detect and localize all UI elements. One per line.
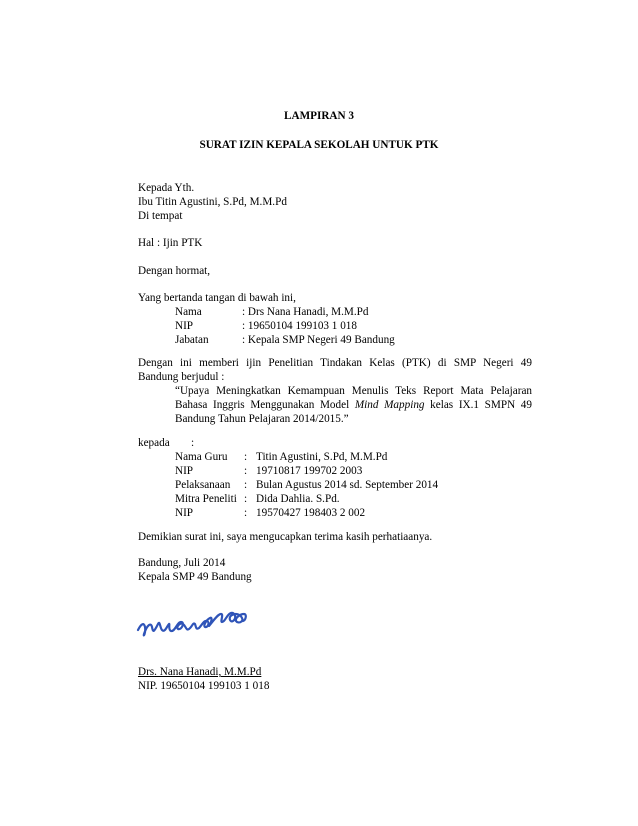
kepada-label: kepada	[138, 437, 170, 449]
document-subtitle: SURAT IZIN KEPALA SEKOLAH UNTUK PTK	[199, 139, 439, 151]
signatory-label-position: Jabatan	[175, 334, 209, 346]
recipient-line-1: Kepada Yth.	[138, 182, 195, 194]
handwritten-signature	[134, 600, 264, 644]
research-title-line-2	[175, 398, 532, 412]
signatory-intro: Yang bertanda tangan di bawah ini,	[138, 292, 296, 304]
kepada-label-partner-nip: NIP	[175, 507, 194, 519]
kepada-label-nip: NIP	[175, 465, 194, 477]
kepada-colon-schedule: :	[244, 479, 248, 491]
kepada-label-schedule: Pelaksanaan	[175, 479, 231, 491]
kepada-colon-partner-nip: :	[244, 507, 248, 519]
signer-nip: NIP. 19650104 199103 1 018	[138, 680, 270, 692]
signatory-value-nip: : 19650104 199103 1 018	[242, 320, 357, 332]
recipient-line-3: Di tempat	[138, 210, 183, 222]
kepada-label-teacher: Nama Guru	[175, 451, 228, 463]
kepada-label-partner: Mitra Peneliti	[175, 493, 237, 505]
body-paragraph-line-1: Dengan ini memberi ijin Penelitian Tindakan Kelas (PTK) di SMP Negeri 49	[138, 357, 532, 369]
research-title-line-1: “Upaya Meningkatkan Kemampuan Menulis Teks Report Mata Pelajaran	[175, 385, 532, 397]
signatory-label-name: Nama	[175, 306, 202, 318]
research-title-line-2b: kelas IX.1 SMPN 49	[424, 399, 532, 411]
signatory-value-name: : Drs Nana Hanadi, M.M.Pd	[242, 306, 369, 318]
kepada-value-partner-nip: 19570427 198403 2 002	[256, 507, 366, 519]
kepada-value-partner: Dida Dahlia. S.Pd.	[256, 493, 340, 505]
kepada-colon: :	[191, 437, 195, 449]
kepada-value-teacher: Titin Agustini, S.Pd, M.M.Pd	[256, 451, 388, 463]
kepada-colon-partner: :	[244, 493, 248, 505]
greeting: Dengan hormat,	[138, 265, 211, 277]
signatory-label-nip: NIP	[175, 320, 194, 332]
recipient-line-2: Ibu Titin Agustini, S.Pd, M.M.Pd	[138, 196, 287, 208]
place-date: Bandung, Juli 2014	[138, 557, 226, 569]
document-title: LAMPIRAN 3	[284, 110, 354, 122]
kepada-colon-teacher: :	[244, 451, 248, 463]
kepada-value-schedule: Bulan Agustus 2014 sd. September 2014	[256, 479, 439, 491]
research-title-line-2a: Bahasa Inggris Menggunakan Model	[175, 399, 355, 411]
subject-line: Hal : Ijin PTK	[138, 237, 203, 249]
kepada-value-nip: 19710817 199702 2003	[256, 465, 363, 477]
signer-position: Kepala SMP 49 Bandung	[138, 571, 252, 583]
kepada-colon-nip: :	[244, 465, 248, 477]
research-title-line-3: Bandung Tahun Pelajaran 2014/2015.”	[175, 413, 349, 425]
body-paragraph-line-2: Bandung berjudul :	[138, 371, 225, 383]
signer-name: Drs. Nana Hanadi, M.M.Pd	[138, 666, 262, 678]
research-title-italic: Mind Mapping	[354, 399, 425, 411]
signatory-value-position: : Kepala SMP Negeri 49 Bandung	[242, 334, 395, 346]
closing-statement: Demikian surat ini, saya mengucapkan terima kasih perhatiaanya.	[138, 531, 433, 543]
